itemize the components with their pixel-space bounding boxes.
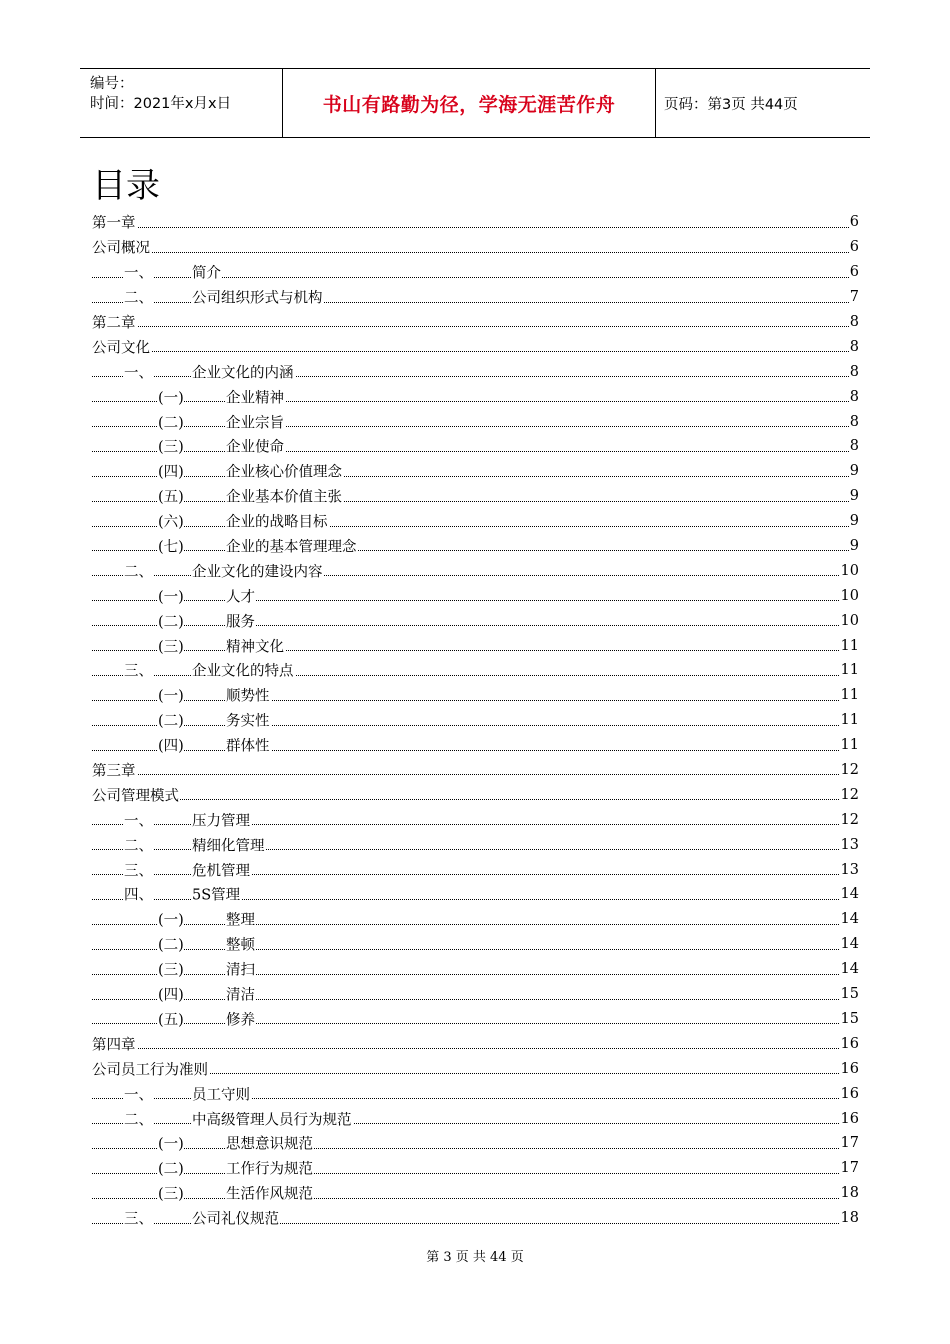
toc-entry-label: 企业核心价值理念 bbox=[226, 461, 343, 482]
toc-entry[interactable] bbox=[92, 210, 859, 235]
dot-leader bbox=[92, 1023, 859, 1024]
toc-entry[interactable] bbox=[92, 1031, 859, 1056]
toc-entry-label: 公司文化 bbox=[92, 336, 151, 357]
toc-entry[interactable] bbox=[92, 1056, 859, 1081]
toc-title: 目录 bbox=[92, 166, 160, 206]
toc-entry[interactable] bbox=[92, 310, 859, 335]
toc-entry[interactable] bbox=[92, 832, 859, 857]
toc-entry[interactable] bbox=[92, 1007, 859, 1032]
toc-entry-label: 思想意识规范 bbox=[226, 1133, 314, 1154]
toc-entry-label: 企业文化的建设内容 bbox=[192, 560, 324, 581]
dot-leader bbox=[92, 750, 859, 751]
toc-entry-label: 公司管理模式 bbox=[92, 784, 180, 805]
toc-entry-number: 三、 bbox=[124, 660, 153, 681]
toc-entry-number: 一、 bbox=[124, 262, 153, 283]
toc-entry-label: 清扫 bbox=[226, 959, 256, 980]
toc-entry[interactable] bbox=[92, 359, 859, 384]
dot-leader bbox=[92, 526, 859, 527]
toc-entry-label: 第三章 bbox=[92, 760, 137, 781]
toc-entry-label: 工作行为规范 bbox=[226, 1158, 314, 1179]
toc-entry-label: 群体性 bbox=[226, 735, 271, 756]
dot-leader bbox=[92, 451, 859, 452]
toc-entry-label: 企业宗旨 bbox=[226, 411, 285, 432]
toc-entry-page: 8 bbox=[849, 438, 859, 455]
toc-entry-page: 9 bbox=[849, 513, 859, 530]
toc-entry-label: 第一章 bbox=[92, 212, 137, 233]
toc-entry[interactable] bbox=[92, 534, 859, 559]
toc-entry[interactable] bbox=[92, 708, 859, 733]
toc-entry-number: (二) bbox=[158, 411, 184, 432]
toc-entry-label: 整顿 bbox=[226, 934, 256, 955]
toc-entry-page: 8 bbox=[849, 388, 859, 405]
toc-entry[interactable] bbox=[92, 558, 859, 583]
toc-entry-page: 15 bbox=[840, 1010, 859, 1027]
toc-entry-number: (二) bbox=[158, 934, 184, 955]
toc-entry-number: (四) bbox=[158, 984, 184, 1005]
toc-entry-number: (二) bbox=[158, 1158, 184, 1179]
toc-entry[interactable] bbox=[92, 459, 859, 484]
document-number-label: 编号： bbox=[90, 76, 134, 92]
toc-entry[interactable] bbox=[92, 1206, 859, 1231]
toc-entry-page: 18 bbox=[840, 1185, 859, 1202]
toc-entry[interactable] bbox=[92, 260, 859, 285]
toc-entry-page: 9 bbox=[849, 488, 859, 505]
toc-entry-page: 16 bbox=[840, 1035, 859, 1052]
dot-leader bbox=[92, 625, 859, 626]
dot-leader bbox=[92, 799, 859, 800]
toc-entry[interactable] bbox=[92, 1156, 859, 1181]
toc-entry[interactable] bbox=[92, 285, 859, 310]
toc-entry-number: (二) bbox=[158, 710, 184, 731]
toc-entry-number: (一) bbox=[158, 685, 184, 706]
toc-entry-page: 9 bbox=[849, 538, 859, 555]
toc-entry-label: 顺势性 bbox=[226, 685, 271, 706]
toc-entry-label: 公司员工行为准则 bbox=[92, 1058, 209, 1079]
toc-entry-page: 11 bbox=[840, 687, 859, 704]
dot-leader bbox=[92, 1198, 859, 1199]
page-header bbox=[80, 68, 870, 138]
dot-leader bbox=[92, 650, 859, 651]
toc-entry-number: (一) bbox=[158, 585, 184, 606]
toc-entry-page: 16 bbox=[840, 1085, 859, 1102]
toc-entry-number: (五) bbox=[158, 1008, 184, 1029]
toc-entry[interactable] bbox=[92, 683, 859, 708]
document-time-label: 时间：2021年x月x日 bbox=[90, 96, 232, 112]
toc-entry-page: 12 bbox=[840, 786, 859, 803]
dot-leader bbox=[92, 700, 859, 701]
toc-entry-page: 8 bbox=[849, 363, 859, 380]
toc-entry[interactable] bbox=[92, 782, 859, 807]
toc-entry[interactable] bbox=[92, 633, 859, 658]
toc-entry-label: 生活作风规范 bbox=[226, 1183, 314, 1204]
toc-entry-page: 16 bbox=[840, 1110, 859, 1127]
toc-entry-number: 一、 bbox=[124, 1083, 153, 1104]
toc-entry[interactable] bbox=[92, 982, 859, 1007]
toc-entry-page: 7 bbox=[849, 289, 859, 306]
toc-entry-number: 一、 bbox=[124, 809, 153, 830]
toc-entry-label: 企业使命 bbox=[226, 436, 285, 457]
toc-entry-label: 压力管理 bbox=[192, 809, 251, 830]
toc-entry-label: 企业文化的内涵 bbox=[192, 361, 295, 382]
dot-leader bbox=[92, 1148, 859, 1149]
toc-entry[interactable] bbox=[92, 932, 859, 957]
toc-entry[interactable] bbox=[92, 733, 859, 758]
toc-entry-label: 整理 bbox=[226, 909, 256, 930]
toc-entry-label: 公司组织形式与机构 bbox=[192, 287, 324, 308]
toc-entry[interactable] bbox=[92, 658, 859, 683]
toc-entry-number: (三) bbox=[158, 959, 184, 980]
toc-entry-number: (七) bbox=[158, 536, 184, 557]
toc-entry-number: 二、 bbox=[124, 560, 153, 581]
toc-entry-label: 企业的基本管理理念 bbox=[226, 536, 358, 557]
toc-entry-label: 公司概况 bbox=[92, 237, 151, 258]
toc-entry-page: 18 bbox=[840, 1210, 859, 1227]
toc-entry-number: 一、 bbox=[124, 361, 153, 382]
toc-entry-page: 10 bbox=[840, 587, 859, 604]
toc-entry-number: 三、 bbox=[124, 859, 153, 880]
dot-leader bbox=[92, 550, 859, 551]
toc-entry-page: 9 bbox=[849, 463, 859, 480]
toc-entry[interactable] bbox=[92, 1106, 859, 1131]
toc-entry-page: 10 bbox=[840, 612, 859, 629]
toc-entry-page: 13 bbox=[840, 861, 859, 878]
toc-entry[interactable] bbox=[92, 434, 859, 459]
toc-entry[interactable] bbox=[92, 957, 859, 982]
dot-leader bbox=[92, 600, 859, 601]
toc-entry-number: (一) bbox=[158, 1133, 184, 1154]
toc-entry[interactable] bbox=[92, 857, 859, 882]
toc-entry-number: (一) bbox=[158, 909, 184, 930]
toc-entry-page: 13 bbox=[840, 836, 859, 853]
toc-entry[interactable] bbox=[92, 409, 859, 434]
dot-leader bbox=[92, 725, 859, 726]
toc-entry-number: 二、 bbox=[124, 1108, 153, 1129]
dot-leader bbox=[92, 774, 859, 775]
toc-entry-number: 三、 bbox=[124, 1208, 153, 1229]
toc-entry-label: 危机管理 bbox=[192, 859, 251, 880]
toc-entry-page: 11 bbox=[840, 712, 859, 729]
toc-entry[interactable] bbox=[92, 484, 859, 509]
toc-entry[interactable] bbox=[92, 509, 859, 534]
toc-entry-label: 人才 bbox=[226, 585, 256, 606]
toc-entry-number: 四、 bbox=[124, 884, 153, 905]
toc-entry-page: 6 bbox=[849, 264, 859, 281]
toc-entry-label: 公司礼仪规范 bbox=[192, 1208, 280, 1229]
dot-leader bbox=[92, 476, 859, 477]
toc-entry[interactable] bbox=[92, 882, 859, 907]
toc-entry-page: 12 bbox=[840, 811, 859, 828]
toc-entry-page: 14 bbox=[840, 936, 859, 953]
toc-entry-number: (三) bbox=[158, 436, 184, 457]
toc-entry-page: 6 bbox=[849, 214, 859, 231]
dot-leader bbox=[92, 974, 859, 975]
toc-entry-page: 8 bbox=[849, 413, 859, 430]
dot-leader bbox=[92, 999, 859, 1000]
toc-entry[interactable] bbox=[92, 1181, 859, 1206]
toc-entry-page: 17 bbox=[840, 1135, 859, 1152]
toc-entry[interactable] bbox=[92, 1131, 859, 1156]
toc-entry-label: 企业精神 bbox=[226, 386, 285, 407]
toc-entry-page: 16 bbox=[840, 1060, 859, 1077]
toc-entry-number: (六) bbox=[158, 511, 184, 532]
toc-entry-label: 清洁 bbox=[226, 984, 256, 1005]
dot-leader bbox=[92, 1173, 859, 1174]
toc-entry[interactable] bbox=[92, 384, 859, 409]
toc-entry-number: 二、 bbox=[124, 287, 153, 308]
header-motto: 书山有路勤为径，学海无涯苦作舟 bbox=[283, 69, 656, 137]
toc-entry-number: (五) bbox=[158, 486, 184, 507]
toc-entry-number: (三) bbox=[158, 1183, 184, 1204]
toc-entry-page: 14 bbox=[840, 886, 859, 903]
toc-entry-number: (三) bbox=[158, 635, 184, 656]
toc-entry[interactable] bbox=[92, 907, 859, 932]
toc-entry-number: (四) bbox=[158, 735, 184, 756]
toc-entry[interactable] bbox=[92, 583, 859, 608]
toc-entry-label: 员工守则 bbox=[192, 1083, 251, 1104]
dot-leader bbox=[92, 401, 859, 402]
page-footer: 第 3 页 共 44 页 bbox=[426, 1250, 524, 1265]
dot-leader bbox=[92, 252, 859, 253]
toc-entry-label: 中高级管理人员行为规范 bbox=[192, 1108, 353, 1129]
toc-entry-number: (一) bbox=[158, 386, 184, 407]
toc-entry-label: 简介 bbox=[192, 262, 222, 283]
toc-entry-label: 企业的战略目标 bbox=[226, 511, 329, 532]
header-meta-cell bbox=[80, 69, 283, 137]
toc-entry-label: 企业基本价值主张 bbox=[226, 486, 343, 507]
toc-entry-page: 10 bbox=[840, 562, 859, 579]
toc-entry-page: 8 bbox=[849, 314, 859, 330]
toc-entry-label: 第二章 bbox=[92, 312, 137, 333]
dot-leader bbox=[92, 949, 859, 950]
toc-entry[interactable] bbox=[92, 334, 859, 359]
toc-entry-number: (二) bbox=[158, 610, 184, 631]
toc-entry-number: (四) bbox=[158, 461, 184, 482]
header-page-info: 页码：第3页 共44页 bbox=[664, 96, 798, 113]
toc-entry-page: 6 bbox=[849, 239, 859, 256]
dot-leader bbox=[92, 924, 859, 925]
toc-entry[interactable] bbox=[92, 807, 859, 832]
toc-entry-page: 17 bbox=[840, 1160, 859, 1177]
toc-entry-page: 8 bbox=[849, 338, 859, 355]
toc-entry-label: 第四章 bbox=[92, 1033, 137, 1054]
toc-entry-page: 15 bbox=[840, 986, 859, 1003]
dot-leader bbox=[92, 426, 859, 427]
dot-leader bbox=[92, 227, 859, 228]
toc-entry[interactable] bbox=[92, 758, 859, 783]
dot-leader bbox=[92, 501, 859, 502]
toc-entry[interactable] bbox=[92, 1081, 859, 1106]
dot-leader bbox=[92, 351, 859, 352]
toc-entry-label: 服务 bbox=[226, 610, 256, 631]
table-of-contents bbox=[92, 210, 859, 1231]
toc-entry-page: 11 bbox=[840, 637, 859, 654]
toc-entry-label: 务实性 bbox=[226, 710, 271, 731]
toc-entry-number: 二、 bbox=[124, 834, 153, 855]
toc-entry-page: 11 bbox=[840, 662, 859, 679]
toc-entry-page: 14 bbox=[840, 961, 859, 978]
toc-entry-label: 修养 bbox=[226, 1008, 256, 1029]
toc-entry-page: 11 bbox=[840, 737, 859, 754]
toc-entry-page: 12 bbox=[840, 762, 859, 779]
toc-entry[interactable] bbox=[92, 608, 859, 633]
toc-entry-label: 企业文化的特点 bbox=[192, 660, 295, 681]
dot-leader bbox=[92, 326, 859, 327]
toc-entry-page: 14 bbox=[840, 911, 859, 928]
toc-entry-label: 5S管理 bbox=[192, 884, 241, 905]
dot-leader bbox=[92, 1048, 859, 1049]
toc-entry-label: 精细化管理 bbox=[192, 834, 266, 855]
toc-entry[interactable] bbox=[92, 235, 859, 260]
toc-entry-label: 精神文化 bbox=[226, 635, 285, 656]
